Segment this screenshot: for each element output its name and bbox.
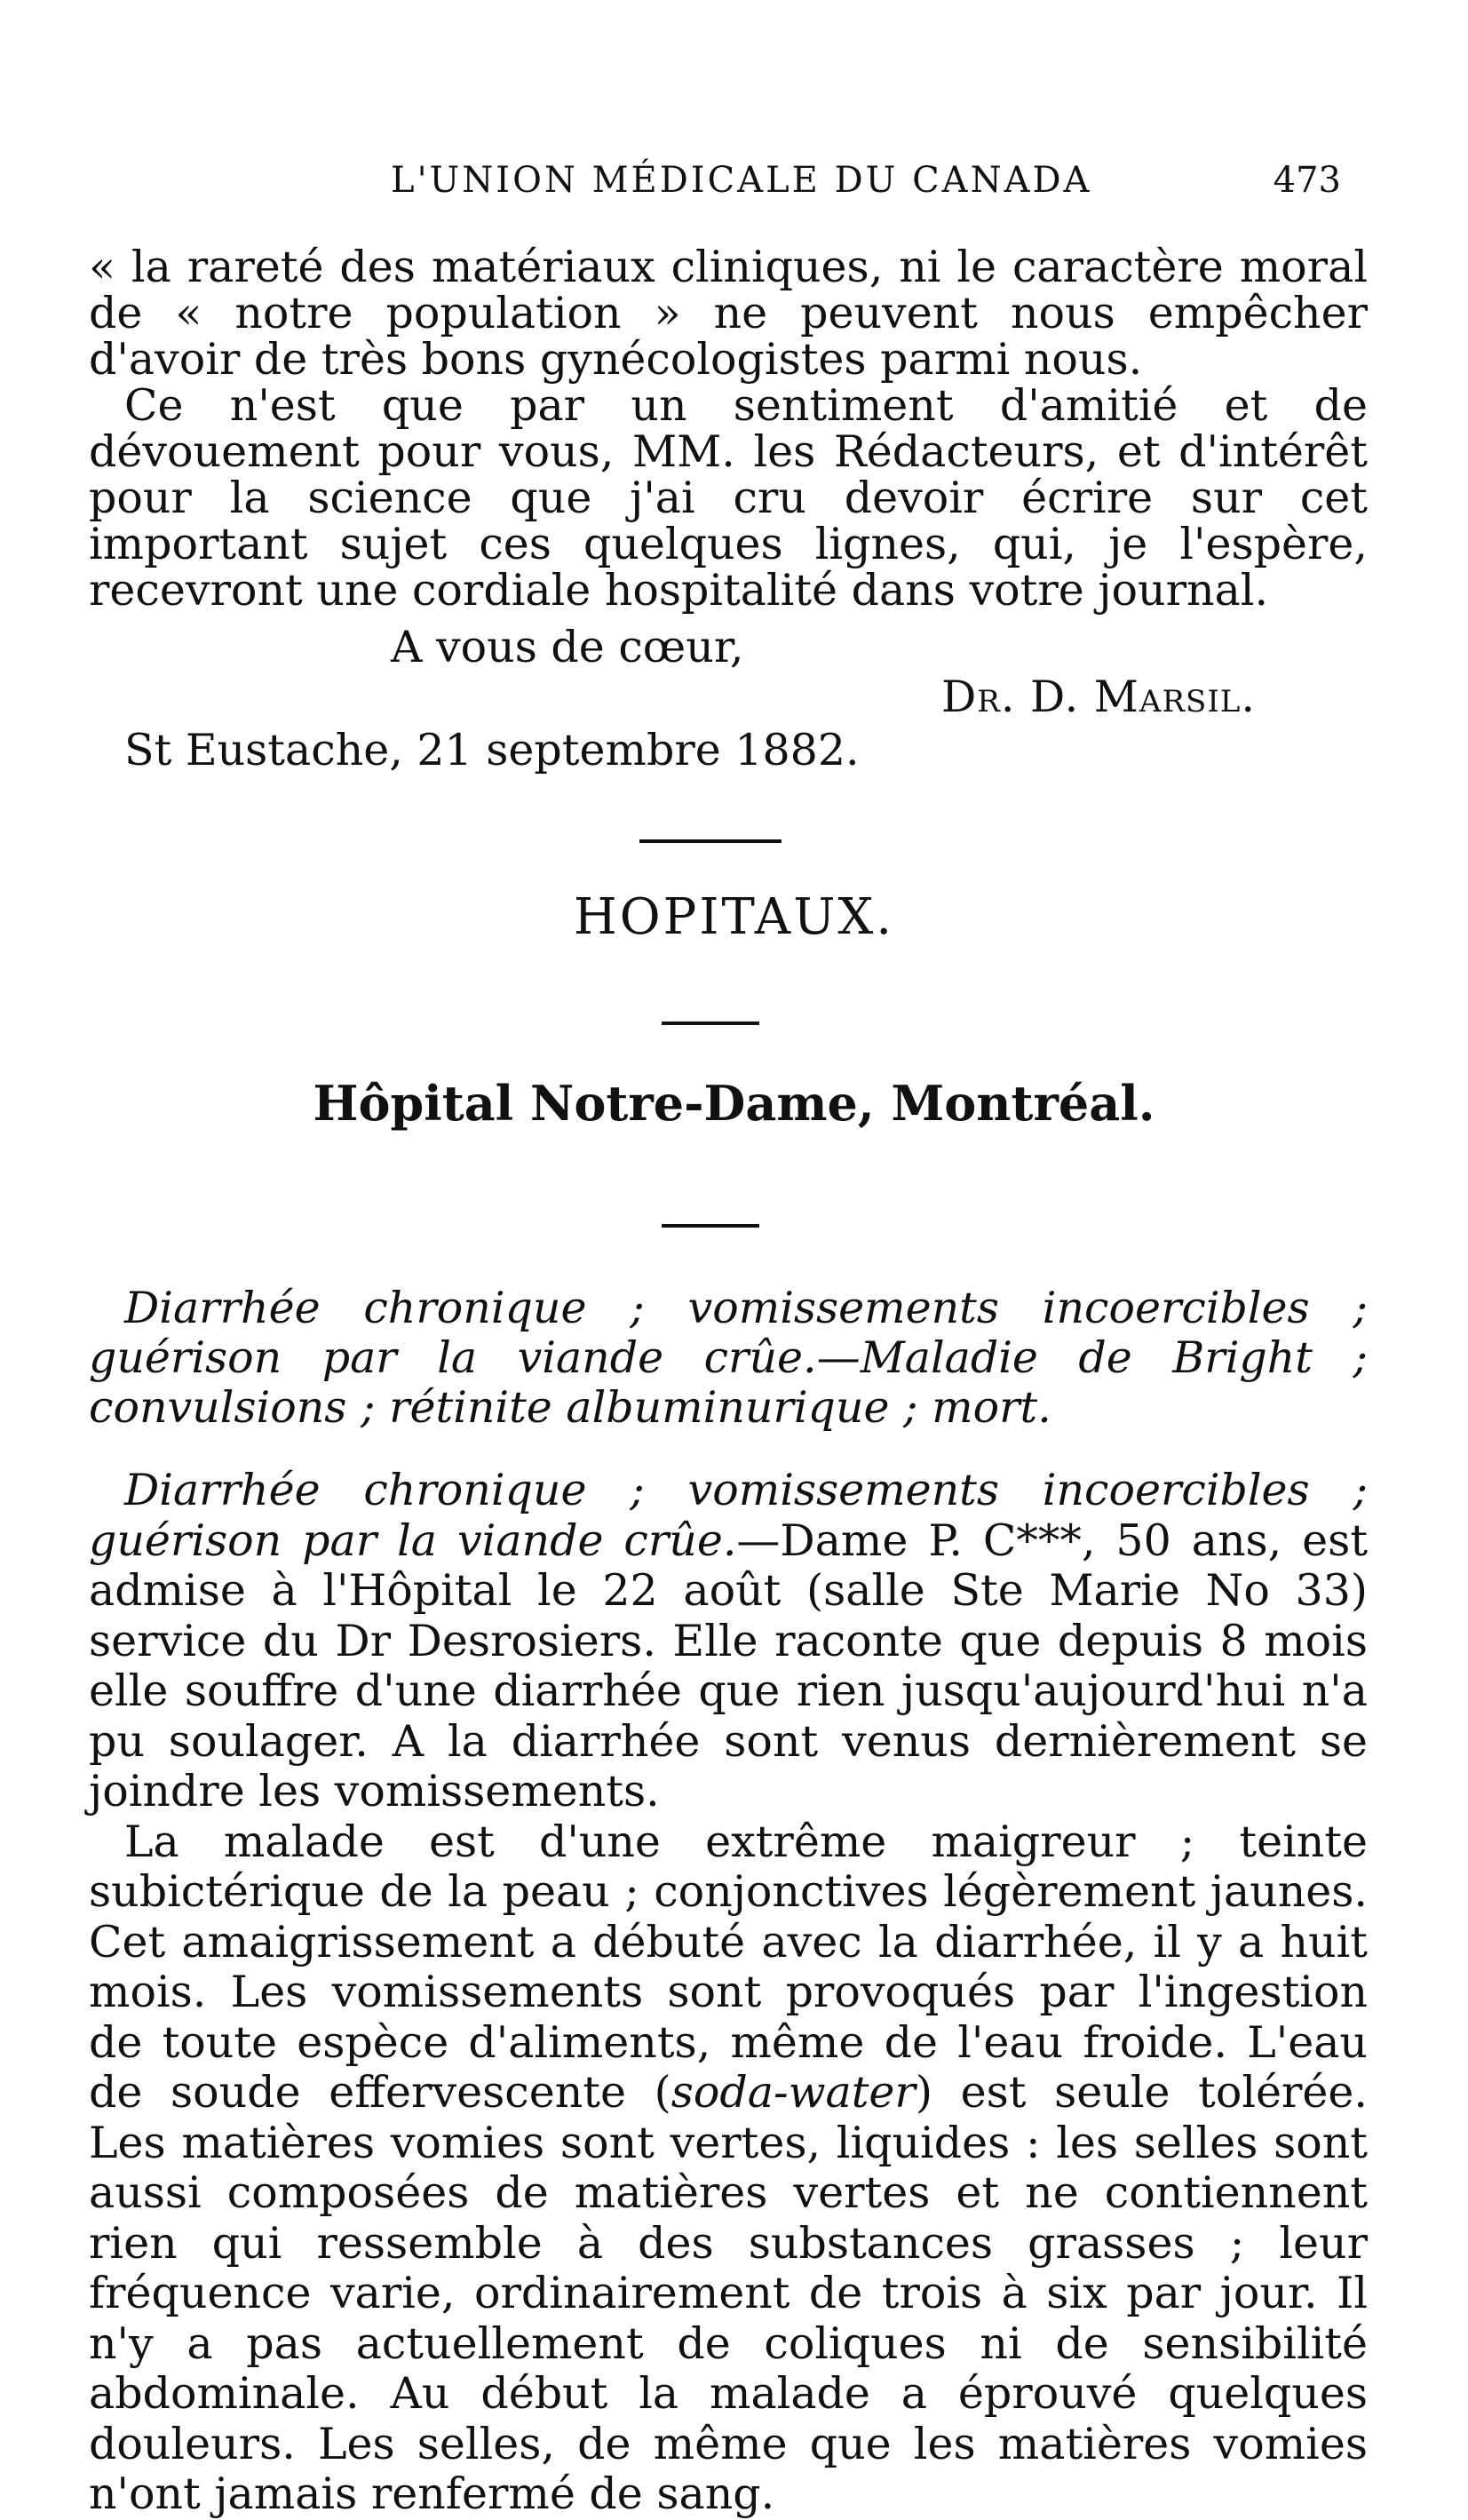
page-header bbox=[89, 160, 1368, 213]
section-title: HOPITAUX. bbox=[573, 888, 895, 946]
case-paragraph-2-before: La malade est d'une extrême maigreur ; teinte subictérique de la peau ; conjonctives légèrement jaunes. Cet amaigrissement a débuté avec la diarrhée, il y a huit mois. Les vomissements sont provoqués par l'ingestion de toute espèce d'aliments, même de l'eau froide. L'eau de soude effervescente ( bbox=[89, 1816, 1368, 2118]
case-paragraph-2-italic: soda-water bbox=[671, 2067, 916, 2118]
case-paragraph-1 bbox=[89, 1466, 1368, 1817]
letter-body bbox=[89, 244, 1368, 614]
hospital-title: Hôpital Notre-Dame, Montréal. bbox=[313, 1075, 1155, 1132]
letter-paragraph-1: « la rareté des matériaux cliniques, ni le caractère moral de « notre population » ne peuvent nous empêcher d'avoir de très bons gynécologistes parmi nous. bbox=[89, 242, 1368, 385]
case-report bbox=[89, 1466, 1368, 2520]
signature: Dr. D. Marsil. bbox=[941, 672, 1256, 722]
letter-paragraph-2: Ce n'est que par un sentiment d'amitié et de dévouement pour vous, MM. les Rédacteurs, et d'intérêt pour la science que j'ai cru devoir écrire sur cet important sujet ces quelques lignes, qui, je l'espère, recevront une cordiale hospitalité dans votre journal. bbox=[89, 380, 1368, 616]
case-paragraph-2 bbox=[89, 1817, 1368, 2520]
section-divider-bottom bbox=[662, 1224, 759, 1228]
case-summary: Diarrhée chronique ; vomissements incoercibles ; guérison par la viande crûe.—Maladie de Bright ; convulsions ; rétinite albuminurique ; mort. bbox=[89, 1283, 1368, 1433]
section-divider-top bbox=[639, 839, 782, 843]
section-divider-middle bbox=[662, 1022, 759, 1025]
salutation: A vous de cœur, bbox=[391, 622, 744, 672]
page-number: 473 bbox=[1273, 160, 1341, 201]
case-paragraph-1-text: —Dame P. C***, 50 ans, est admise à l'Hôpital le 22 août (salle Ste Marie No 33) service du Dr Desrosiers. Elle raconte que depuis 8 mois elle souffre d'une diarrhée que rien jusqu'aujourd'hui n'a pu soulager. A la diarrhée sont venus dernièrement se joindre les vomissements. bbox=[89, 1514, 1369, 1816]
case-lead-title: Diarrhée chronique ; vomissements incoercibles ; guérison par la viande crûe. bbox=[89, 1465, 1368, 1566]
case-paragraph-2-after: ) est seule tolérée. Les matières vomies sont vertes, liquides : les selles sont aussi composées de matières vertes et ne contiennent rien qui ressemble à des substances grasses ; leur fréquence varie, ordinairement de trois à six par jour. Il n'y a pas actuellement de coliques ni de sensibilité abdominale. Au début la malade a éprouvé quelques douleurs. Les selles, de même que les matières vomies n'ont jamais renfermé de sang. bbox=[89, 2067, 1368, 2519]
running-head: L'UNION MÉDICALE DU CANADA bbox=[391, 160, 1092, 201]
dateline: St Eustache, 21 septembre 1882. bbox=[124, 725, 860, 775]
letter-closing bbox=[89, 622, 1368, 782]
